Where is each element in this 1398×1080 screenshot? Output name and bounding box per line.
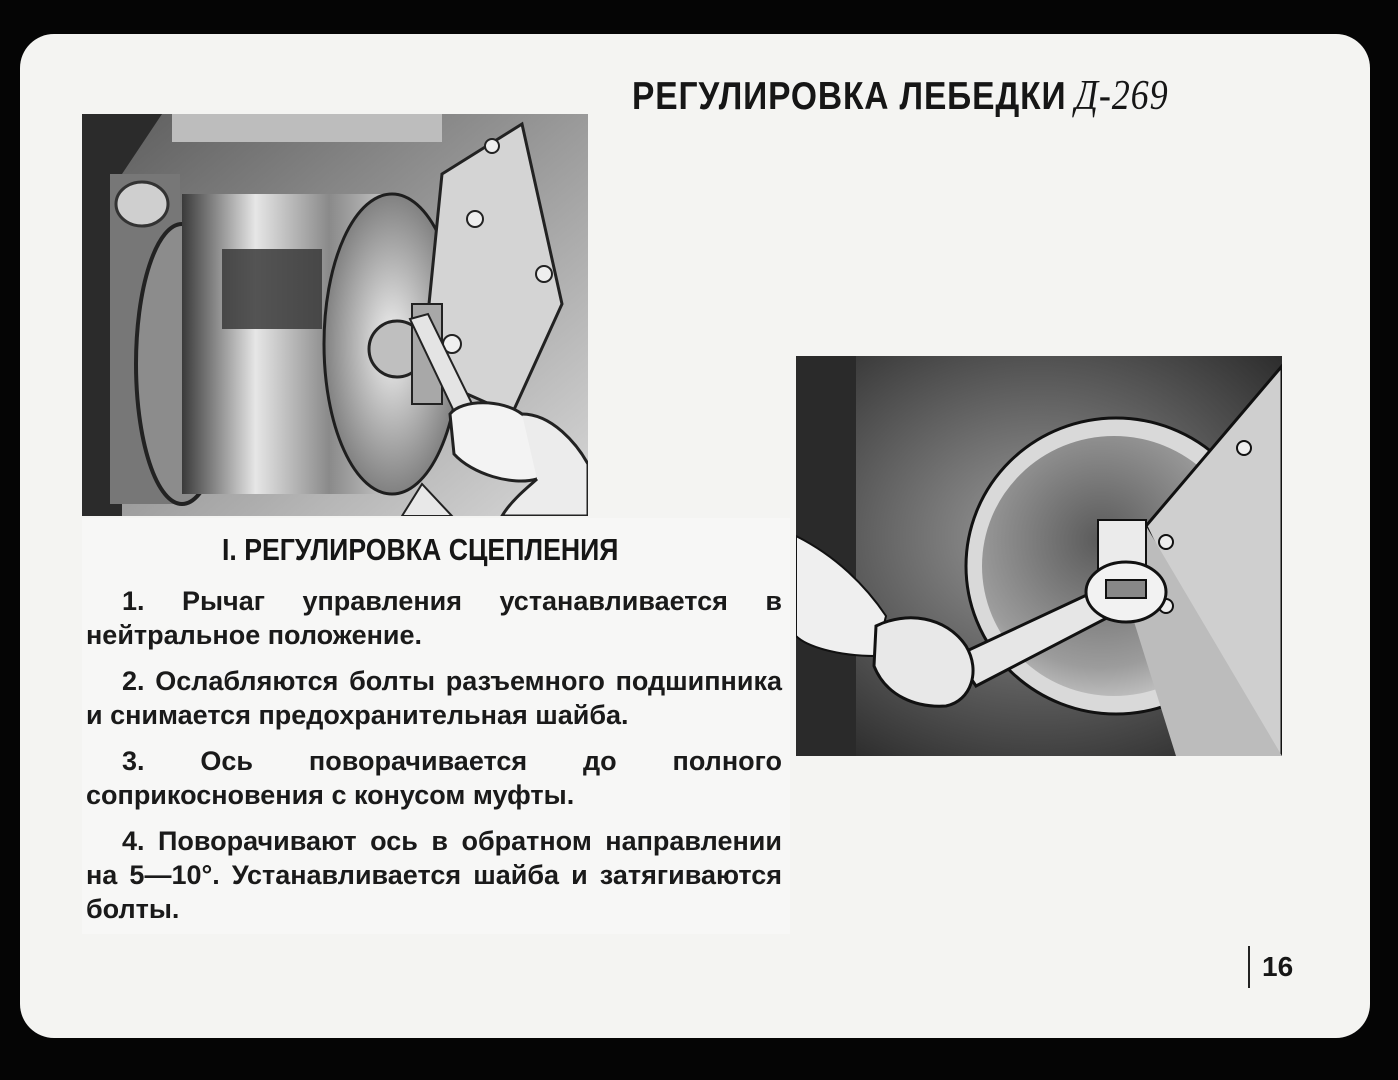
- slide-title: [632, 72, 1169, 120]
- section-title: I. РЕГУЛИРОВКА СЦЕПЛЕНИЯ: [222, 532, 619, 567]
- slide-title-main: РЕГУЛИРОВКА ЛЕБЕДКИ: [632, 75, 1067, 118]
- step-item: 3. Ось поворачивается до полного соприкосновения с конусом муфты.: [86, 746, 782, 810]
- step-item: 2. Ослабляются болты разъемного подшипника и снимается предохранительная шайба.: [86, 666, 782, 730]
- instructions-block: [82, 518, 790, 934]
- step-item: 1. Рычаг управления устанавливается в нейтральное положение.: [86, 586, 782, 650]
- winch-drum-illustration: [82, 114, 588, 516]
- step-item: 4. Поворачивают ось в обратном направлении на 5—10°. Устанавливается шайба и затягиваются болты.: [86, 826, 782, 924]
- steps-list: [86, 584, 782, 938]
- slide-title-model: Д-269: [1075, 73, 1169, 119]
- bearing-wrench-illustration: [796, 356, 1282, 756]
- page-number: 16: [1248, 946, 1322, 988]
- slide-frame: [20, 34, 1370, 1038]
